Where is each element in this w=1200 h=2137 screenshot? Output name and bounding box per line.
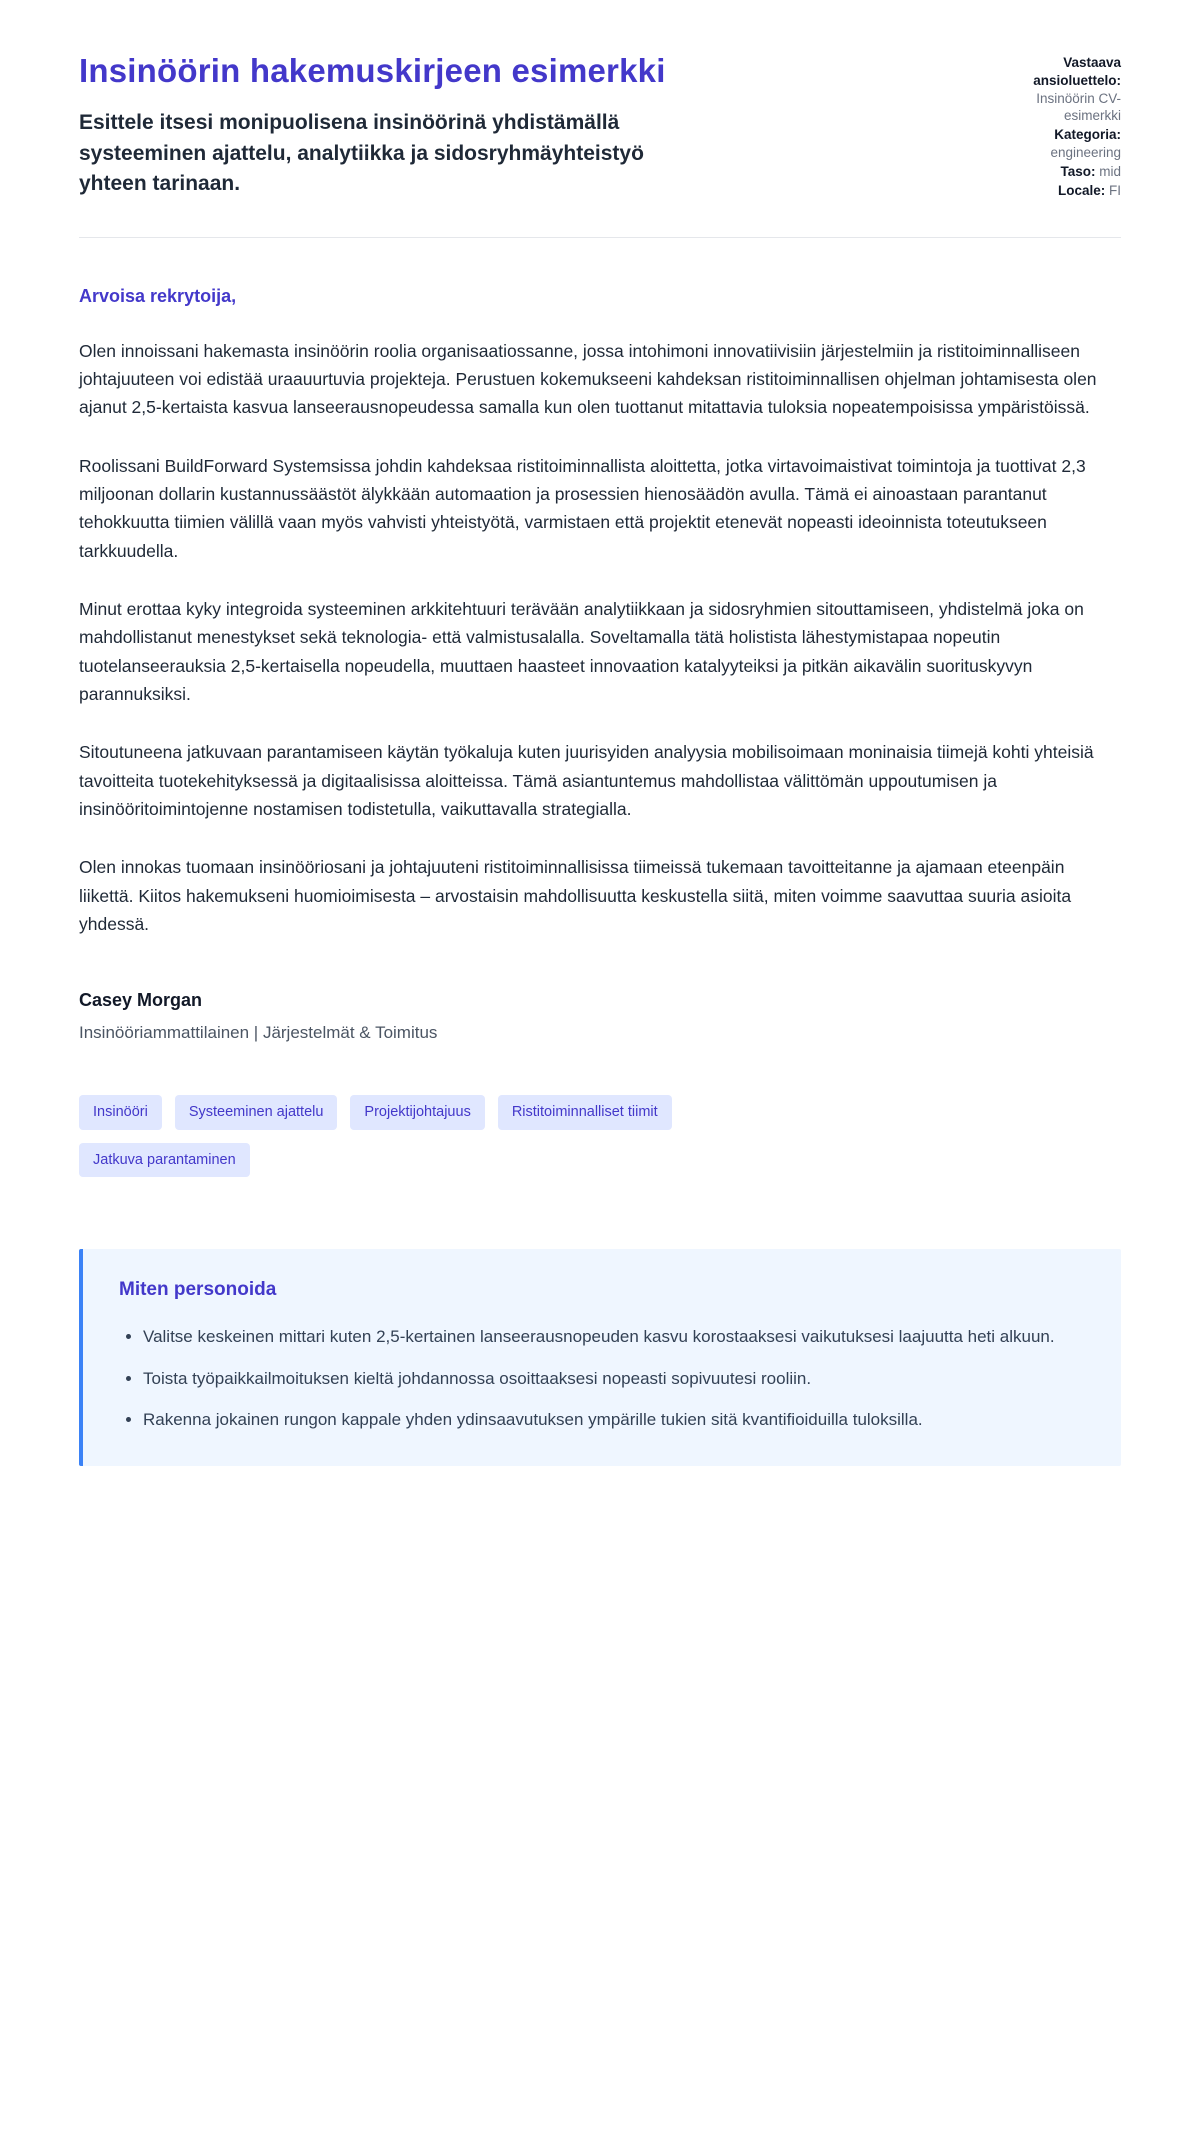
letter-paragraph: Olen innokas tuomaan insinööriosani ja johtajuuteni ristitoiminnallisissa tiimeissä tukemaan tavoitteitanne ja ajamaan eteenpäin liikettä. Kiitos hakemukseni huomioimisesta – arvostaisin mahdollisuutta keskustella siitä, miten voimme saavuttaa suuria asioita yhdessä. — [79, 857, 1072, 934]
signature-name: Casey Morgan — [79, 990, 203, 1011]
meta-item-locale — [993, 182, 1121, 200]
letter-paragraph: Minut erottaa kyky integroida systeeminen arkkitehtuuri terävään analytiikkaan ja sidosryhmien sitouttamiseen, yhdistelmä joka on mahdollistanut menestykset sekä teknologia- että valmistusalalla. Soveltamalla tätä holistista lähestymistapaa nopeutin tuotelanseerauksia 2,5-kertaisella nopeudella, muuttaen haasteet innovaation katalyyteiksi ja pitkän aikavälin suorituskyvyn parannuksiksi. — [79, 598, 1084, 704]
letter-paragraph: Roolissani BuildForward Systemsissa johdin kahdeksaa ristitoiminnallista aloittetta, jotka virtavoimaistivat toimintoja ja tuottivat 2,3 miljoonan dollarin kustannussäästöt älykkään automaation ja prosessien hienosäädön avulla. Tämä ei ainoastaan parantanut tehokkuutta tiimien välillä vaan myös vahvisti yhteistyötä, varmistaen että projektit etenevät nopeasti ideoinnista toteutukseen tarkkuudella. — [79, 455, 1086, 561]
tag-projektijohtajuus[interactable]: Projektijohtajuus — [350, 1095, 484, 1130]
meta-item-resume — [993, 54, 1121, 125]
callout-title: Miten personoida — [119, 1279, 277, 1301]
tag-ristitoiminnalliset-tiimit[interactable]: Ristitoiminnalliset tiimit — [498, 1095, 672, 1130]
tag-insinoori[interactable]: Insinööri — [79, 1095, 162, 1130]
letter-greeting: Arvoisa rekrytoija, — [79, 285, 237, 306]
meta-label: Locale: — [1057, 182, 1106, 198]
header-divider — [79, 237, 1121, 238]
tag-systeeminen-ajattelu[interactable]: Systeeminen ajattelu — [175, 1095, 338, 1130]
meta-value: engineering — [1050, 145, 1121, 161]
callout-item: • Rakenna jokainen rungon kappale yhden ydinsaavutuksen ympärille tukien sitä kvantifioiduilla tuloksilla. — [143, 1406, 1083, 1434]
letter-body — [79, 286, 1121, 1044]
meta-label: Taso: — [1060, 163, 1096, 179]
page-subtitle: Esittele itsesi monipuolisena insinöörinä yhdistämällä systeeminen ajattelu, analytiikka ja sidosryhmäyhteistyö yhteen tarinaan. — [79, 111, 644, 196]
callout-item: • Toista työpaikkailmoituksen kieltä johdannossa osoittaaksesi nopeasti sopivuutesi rooliin. — [143, 1365, 1083, 1393]
callout-list — [119, 1323, 1085, 1434]
tag-list — [79, 1095, 759, 1177]
letter-paragraph: Olen innoissani hakemasta insinöörin roolia organisaatiossanne, jossa intohimoni innovatiivisiin järjestelmiin ja ristitoiminnalliseen johtajuuteen voi edistää uraauurtuvia projekteja. Perustuen kokemukseeni kahdeksan ristitoiminnallisen ohjelman johtamisesta olen ajanut 2,5-kertaista kasvua lanseerausnopeudessa samalla kun olen tuottanut mitattavia tuloksia nopeatempoisissa ympäristöissä. — [79, 340, 1097, 418]
callout-item: • Valitse keskeinen mittari kuten 2,5-kertainen lanseerausnopeuden kasvu korostaaksesi vaikutuksesi laajuutta heti alkuun. — [143, 1323, 1083, 1351]
personalization-callout — [79, 1249, 1121, 1466]
signature-title: Insinööriammattilainen | Järjestelmät & Toimitus — [79, 1023, 438, 1043]
meta-label: Kategoria: — [1054, 127, 1121, 143]
header-left — [79, 50, 679, 200]
meta-label: Vastaava ansioluettelo: — [1033, 55, 1121, 88]
page-title: Insinöörin hakemuskirjeen esimerkki — [79, 52, 666, 89]
meta-value: Insinöörin CV-esimerkki — [1036, 90, 1121, 124]
letter-paragraph: Sitoutuneena jatkuvaan parantamiseen käytän työkaluja kuten juurisyiden analyysia mobilisoimaan moninaisia tiimejä kohti yhteisiä tavoitteita tuotekehityksessä ja digitaalisissa aloitteissa. Tämä asiantuntemus mahdollistaa välittömän uppoutumisen ja insinööritoimintojenne nostamisen todistetulla, vaikuttavalla strategialla. — [79, 742, 1094, 819]
meta-item-category — [993, 126, 1121, 162]
meta-item-level — [993, 163, 1121, 181]
meta-value: FI — [1109, 182, 1121, 198]
meta-panel — [993, 50, 1121, 201]
tag-jatkuva-parantaminen[interactable]: Jatkuva parantaminen — [79, 1143, 250, 1178]
header — [79, 50, 1121, 201]
meta-value: mid — [1099, 163, 1121, 179]
